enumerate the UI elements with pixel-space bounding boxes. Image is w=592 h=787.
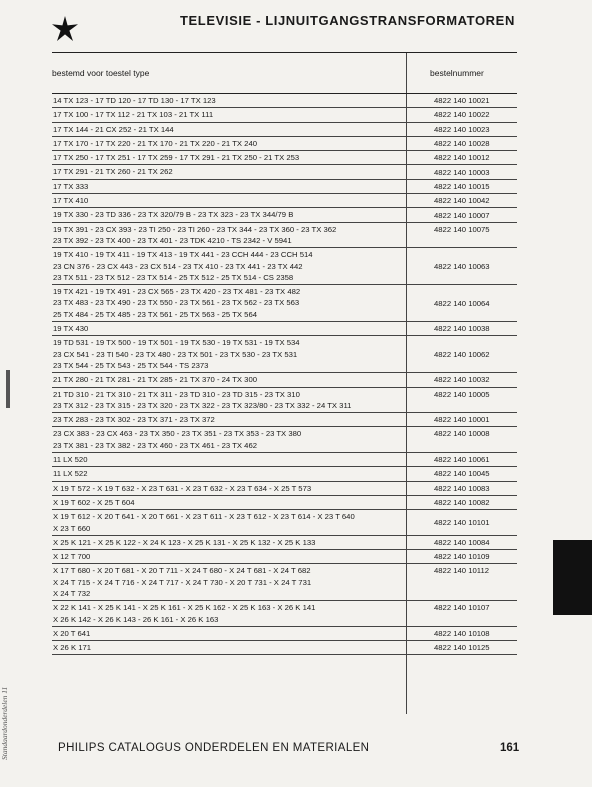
table-row	[52, 467, 517, 481]
column-header-type: bestemd voor toestel type	[52, 68, 150, 78]
device-type-line: 23 CN 376 - 23 CX 443 - 23 CX 514 - 23 TX 410 - 23 TX 441 - 23 TX 442	[53, 261, 303, 271]
order-number: 4822 140 10032	[434, 375, 490, 385]
device-types	[52, 482, 407, 495]
order-number: 4822 140 10012	[434, 153, 490, 163]
device-type-line: 17 TX 170 - 17 TX 220 - 21 TX 170 - 21 TX 220 - 21 TX 240	[53, 138, 257, 148]
order-number: 4822 140 10042	[434, 196, 490, 206]
table-row	[52, 564, 517, 601]
device-type-line: 17 TX 333	[53, 181, 89, 191]
device-types	[52, 453, 407, 466]
order-number: 4822 140 10028	[434, 139, 490, 149]
order-number: 4822 140 10003	[434, 167, 490, 177]
device-types	[52, 627, 407, 640]
device-types	[52, 151, 407, 164]
table-row	[52, 641, 517, 655]
order-number: 4822 140 10007	[434, 210, 490, 220]
table-row	[52, 427, 517, 453]
device-types	[52, 208, 407, 221]
table-row	[52, 373, 517, 387]
column-header-number: bestelnummer	[430, 68, 484, 78]
device-type-line: X 23 T 660	[53, 523, 91, 533]
device-type-line: 17 TX 410	[53, 196, 89, 206]
footer-title: PHILIPS CATALOGUS ONDERDELEN EN MATERIALEN	[58, 742, 370, 754]
device-type-line: 21 TD 310 - 21 TX 310 - 21 TX 311 - 23 TD 310 - 23 TD 315 - 23 TX 310	[53, 389, 300, 399]
device-type-line: 21 TX 280 - 21 TX 281 - 21 TX 285 - 21 TX 370 - 24 TX 300	[53, 375, 257, 385]
order-number: 4822 140 10082	[434, 498, 490, 508]
table-row	[52, 108, 517, 122]
order-number: 4822 140 10108	[434, 629, 490, 639]
table-row	[52, 123, 517, 137]
table-row	[52, 510, 517, 536]
order-number: 4822 140 10064	[434, 298, 490, 308]
order-number: 4822 140 10083	[434, 483, 490, 493]
table-row	[52, 165, 517, 179]
device-types	[52, 285, 407, 321]
table-row	[52, 627, 517, 641]
device-types	[52, 94, 407, 107]
device-types	[52, 641, 407, 654]
table-row	[52, 285, 517, 322]
device-type-line: 19 TD 531 - 19 TX 500 - 19 TX 501 - 19 TX 530 - 19 TX 531 - 19 TX 534	[53, 338, 300, 348]
table-row	[52, 208, 517, 222]
page-number: 161	[500, 742, 520, 754]
table-row	[52, 180, 517, 194]
order-number: 4822 140 10022	[434, 110, 490, 120]
device-type-line: 23 TX 312 - 23 TX 315 - 23 TX 320 - 23 TX 322 - 23 TX 323/80 - 23 TX 332 - 24 TX 311	[53, 400, 352, 410]
device-type-line: 14 TX 123 - 17 TD 120 - 17 TD 130 - 17 TX 123	[53, 96, 216, 105]
device-type-line: 23 TX 392 - 23 TX 400 - 23 TX 401 - 23 TDK 4210 - TS 2342 - V 5941	[53, 235, 292, 245]
order-number: 4822 140 10101	[434, 518, 490, 527]
order-number: 4822 140 10015	[434, 181, 490, 191]
device-type-line: 17 TX 291 - 21 TX 260 - 21 TX 262	[53, 167, 173, 177]
device-type-line: 11 LX 520	[53, 455, 88, 465]
device-types	[52, 496, 407, 509]
device-type-line: 23 TX 381 - 23 TX 382 - 23 TX 460 - 23 TX 461 - 23 TX 462	[53, 440, 257, 450]
table-row	[52, 151, 517, 165]
device-types	[52, 564, 407, 600]
device-types	[52, 180, 407, 193]
device-types	[52, 165, 407, 178]
star-icon	[51, 15, 79, 43]
device-types	[52, 388, 407, 413]
page-title: TELEVISIE - LIJNUITGANGSTRANSFORMATOREN	[180, 13, 515, 28]
order-number: 4822 140 10021	[434, 96, 490, 106]
table-row	[52, 248, 517, 285]
order-number: 4822 140 10109	[434, 552, 490, 562]
device-types	[52, 223, 407, 248]
table-header	[52, 53, 517, 94]
device-types	[52, 108, 407, 121]
device-type-line: 23 CX 541 - 23 TI 540 - 23 TX 480 - 23 TX 501 - 23 TX 530 - 23 TX 531	[53, 349, 298, 359]
device-type-line: 19 TX 421 - 19 TX 491 - 23 CX 565 - 23 TX 420 - 23 TX 481 - 23 TX 482	[53, 287, 301, 297]
order-number: 4822 140 10112	[434, 566, 490, 576]
table-row	[52, 194, 517, 208]
device-type-line: 23 TX 283 - 23 TX 302 - 23 TX 371 - 23 TX 372	[53, 415, 215, 425]
table-row	[52, 137, 517, 151]
device-type-line: X 24 T 715 - X 24 T 716 - X 24 T 717 - X 24 T 730 - X 20 T 731 - X 24 T 731	[53, 577, 312, 587]
device-type-line: 19 TX 430	[53, 324, 89, 334]
device-types	[52, 194, 407, 207]
table-row	[52, 336, 517, 373]
order-number: 4822 140 10061	[434, 455, 490, 465]
device-type-line: X 12 T 700	[53, 552, 91, 562]
device-types	[52, 248, 407, 284]
device-type-line: X 22 K 141 - X 25 K 141 - X 25 K 161 - X 25 K 162 - X 25 K 163 - X 26 K 141	[53, 603, 316, 613]
device-type-line: 19 TX 410 - 19 TX 411 - 19 TX 413 - 19 TX 441 - 23 CCH 444 - 23 CCH 514	[53, 250, 313, 260]
table-row	[52, 550, 517, 564]
order-number: 4822 140 10107	[434, 603, 490, 613]
device-type-line: X 20 T 641	[53, 628, 91, 638]
device-type-line: 23 TX 483 - 23 TX 490 - 23 TX 550 - 23 TX 561 - 23 TX 562 - 23 TX 563	[53, 298, 300, 308]
device-type-line: X 19 T 572 - X 19 T 632 - X 23 T 631 - X 23 T 632 - X 23 T 634 - X 25 T 573	[53, 483, 312, 493]
device-type-line: X 19 T 602 - X 25 T 604	[53, 497, 135, 507]
device-type-line: 23 TX 511 - 23 TX 512 - 23 TX 514 - 25 TX 512 - 25 TX 514 - CS 2358	[53, 272, 294, 282]
device-types	[52, 550, 407, 563]
device-type-line: 19 TX 330 - 23 TD 336 - 23 TX 320/79 B - 23 TX 323 - 23 TX 344/79 B	[53, 210, 294, 220]
table-row	[52, 322, 517, 336]
table-row	[52, 453, 517, 467]
margin-mark	[6, 370, 10, 408]
device-types	[52, 336, 407, 372]
order-number: 4822 140 10045	[434, 469, 490, 479]
device-types	[52, 536, 407, 549]
table-row	[52, 388, 517, 414]
device-type-line: 17 TX 250 - 17 TX 251 - 17 TX 259 - 17 TX 291 - 21 TX 250 - 21 TX 253	[53, 153, 300, 163]
device-type-line: X 26 K 142 - X 26 K 143 - 26 K 161 - X 26 K 163	[53, 614, 219, 624]
order-number: 4822 140 10063	[434, 261, 490, 271]
device-types	[52, 137, 407, 150]
device-types	[52, 427, 407, 452]
order-number: 4822 140 10001	[434, 415, 490, 425]
device-type-line: X 19 T 612 - X 20 T 641 - X 20 T 661 - X 23 T 611 - X 23 T 612 - X 23 T 614 - X 23 T 640	[53, 512, 355, 522]
order-number: 4822 140 10062	[434, 349, 490, 359]
device-type-line: 23 CX 383 - 23 CX 463 - 23 TX 350 - 23 TX 351 - 23 TX 353 - 23 TX 380	[53, 429, 302, 439]
table-row	[52, 536, 517, 550]
table-body	[52, 94, 517, 655]
table-row	[52, 482, 517, 496]
device-type-line: 17 TX 144 - 21 CX 252 - 21 TX 144	[53, 124, 174, 134]
device-type-line: 17 TX 100 - 17 TX 112 - 21 TX 103 - 21 TX 111	[53, 110, 214, 120]
device-types	[52, 413, 407, 426]
device-type-line: 25 TX 484 - 25 TX 485 - 23 TX 561 - 25 TX 563 - 25 TX 564	[53, 309, 257, 319]
device-type-line: 19 TX 391 - 23 CX 393 - 23 TI 250 - 23 TI 260 - 23 TX 344 - 23 TX 360 - 23 TX 362	[53, 224, 337, 234]
order-number: 4822 140 10008	[434, 429, 490, 439]
order-number: 4822 140 10005	[434, 389, 490, 399]
parts-table	[52, 52, 517, 655]
device-type-line: 23 TX 544 - 25 TX 543 - 25 TX 544 - TS 2373	[53, 360, 209, 370]
device-types	[52, 322, 407, 335]
side-text: Standaardonderdelen 11	[0, 686, 9, 760]
order-number: 4822 140 10125	[434, 643, 490, 653]
table-row	[52, 94, 517, 108]
device-types	[52, 123, 407, 136]
device-type-line: 11 LX 522	[53, 469, 88, 479]
device-types	[52, 510, 407, 535]
device-type-line: X 25 K 121 - X 25 K 122 - X 24 K 123 - X 25 K 131 - X 25 K 132 - X 25 K 133	[53, 537, 316, 547]
table-row	[52, 496, 517, 510]
order-number: 4822 140 10084	[434, 537, 490, 547]
thumb-index-tab	[553, 540, 592, 615]
order-number: 4822 140 10075	[434, 224, 490, 234]
order-number: 4822 140 10023	[434, 124, 490, 134]
device-types	[52, 467, 407, 480]
device-types	[52, 601, 407, 626]
device-type-line: X 26 K 171	[53, 643, 92, 653]
device-type-line: X 17 T 680 - X 20 T 681 - X 20 T 711 - X 24 T 680 - X 24 T 681 - X 24 T 682	[53, 566, 311, 576]
table-row	[52, 413, 517, 427]
order-number: 4822 140 10038	[434, 324, 490, 334]
device-types	[52, 373, 407, 386]
device-type-line: X 24 T 732	[53, 588, 91, 598]
table-row	[52, 601, 517, 627]
table-row	[52, 223, 517, 249]
